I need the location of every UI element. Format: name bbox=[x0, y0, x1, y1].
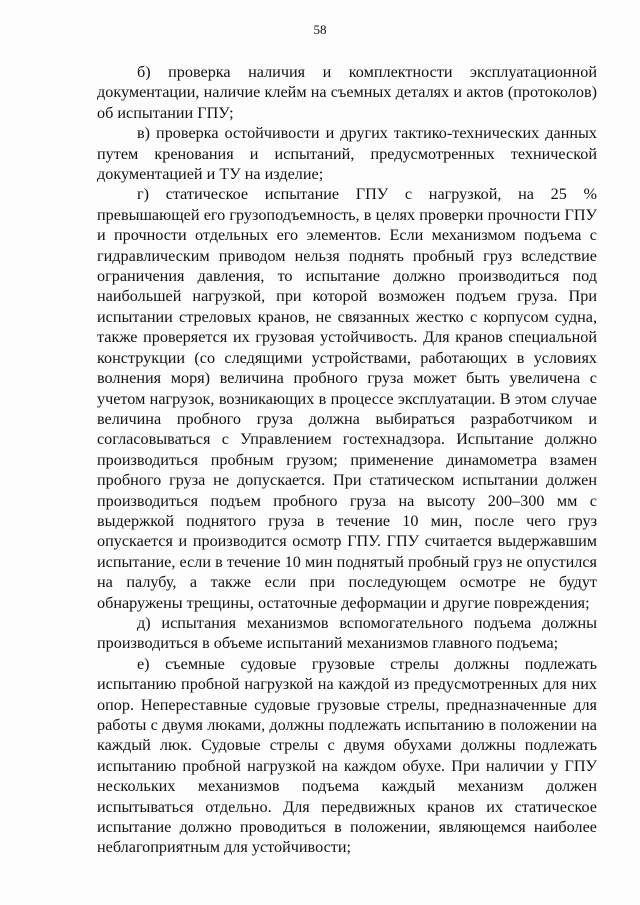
paragraph-e: е) съемные судовые грузовые стрелы должны подлежать испытанию пробной нагрузкой на каждой из предусмотренных для них опор. Непереставные судовые грузовые стрелы, предназначенные для работы с двумя люками, должны подлежать испытанию в положении на каждый люк. Судовые стрелы с двумя обухами должны подлежать испытанию пробной нагрузкой на каждом обухе. При наличии у ГПУ нескольких механизмов подъема каждый механизм должен испытываться отдельно. Для передвижных кранов их статическое испытание должно проводиться в положении, являющемся наиболее неблагоприятным для устойчивости; bbox=[97, 654, 597, 857]
page-number: 58 bbox=[313, 22, 327, 37]
paragraph-g: г) статическое испытание ГПУ с нагрузкой, на 25 % превышающей его грузоподъемность, в целях проверки прочности ГПУ и прочности отдельных его элементов. Если механизмом подъема с гидравлическим приводом нельзя поднять пробный груз вследствие ограничения давления, то испытание должно производиться под наибольшей нагрузкой, при которой возможен подъем груза. При испытании стреловых кранов, не связанных жестко с корпусом судна, также проверяется их грузовая устойчивость. Для кранов специальной конструкции (со следящими устройствами, работающих в условиях волнения моря) величина пробного груза может быть увеличена с учетом нагрузок, возникающих в процессе эксплуатации. В этом случае величина пробного груза должна выбираться разработчиком и согласовываться с Управлением гостехнадзора. Испытание должно производиться пробным грузом; применение динамометра взамен пробного груза не допускается. При статическом испытании должен производиться подъем пробного груза на высоту 200–300 мм с выдержкой поднятого груза в течение 10 мин, после чего груз опускается и производится осмотр ГПУ. ГПУ считается выдержавшим испытание, если в течение 10 мин поднятый пробный груз не опустился на палубу, а также если при последующем осмотре не будут обнаружены трещины, остаточные деформации и другие повреждения; bbox=[97, 185, 597, 612]
paragraph-v: в) проверка остойчивости и других тактико-технических данных путем кренования и испытаний, предусмотренных технической документацией и ТУ на изделие; bbox=[97, 124, 597, 184]
paragraph-b: б) проверка наличия и комплектности эксплуатационной документации, наличие клейм на съемных деталях и актов (протоколов) об испытании ГПУ; bbox=[97, 63, 597, 122]
document-body bbox=[97, 62, 597, 858]
paragraph-d: д) испытания механизмов вспомогательного подъема должны производиться в объеме испытаний механизмов главного подъема; bbox=[97, 613, 597, 653]
